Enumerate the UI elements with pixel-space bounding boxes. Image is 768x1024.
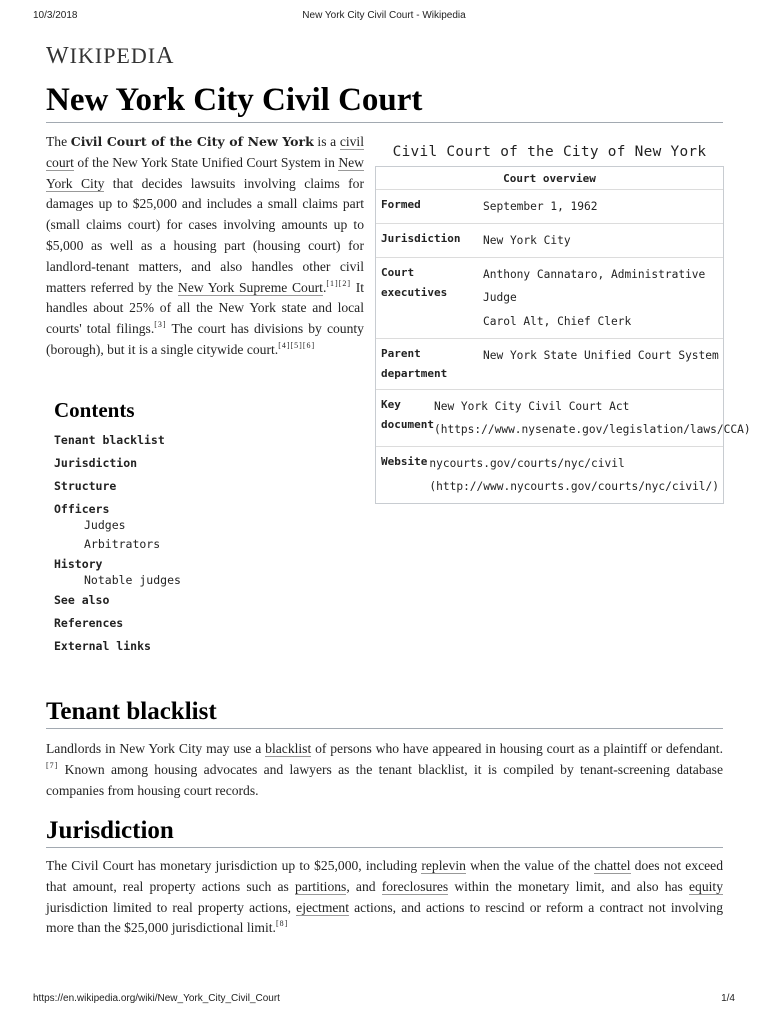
infobox-row-executives bbox=[376, 257, 723, 338]
section-paragraph-tenant-blacklist bbox=[46, 739, 723, 801]
infobox-row-jurisdiction bbox=[376, 223, 723, 257]
infobox-row-formed bbox=[376, 189, 723, 223]
infobox-key: Key document bbox=[381, 398, 434, 431]
link-new-york-supreme-court[interactable]: New York Supreme Court bbox=[177, 279, 323, 295]
infobox-value-link[interactable]: New York City Civil Court Act (https://www.nysenate.gov/legislation/laws/CCA) bbox=[433, 400, 751, 436]
toc-item-see-also[interactable]: See also bbox=[54, 593, 110, 607]
infobox-key: Court executives bbox=[381, 266, 448, 299]
print-date: 10/3/2018 bbox=[33, 10, 78, 21]
infobox-row-website bbox=[376, 446, 723, 503]
citation-ref[interactable]: [3] bbox=[154, 320, 167, 330]
lead-text: The bbox=[46, 134, 71, 149]
body-text: jurisdiction limited to real property actions, bbox=[46, 899, 297, 915]
link-partitions[interactable]: partitions bbox=[294, 878, 347, 894]
body-text: of persons who have appeared in housing court as a plaintiff or defendant. bbox=[311, 741, 723, 756]
toc-item-officers[interactable]: Officers bbox=[54, 502, 110, 516]
body-text: does not exceed that amount, real property actions such as bbox=[46, 858, 724, 894]
table-of-contents bbox=[54, 398, 181, 660]
wordmark-middle: IKIPEDI bbox=[69, 43, 157, 68]
print-url: https://en.wikipedia.org/wiki/New_York_City_Civil_Court bbox=[33, 993, 280, 1004]
lead-text: It handles about 25% of all the New York state and local courts' total filings. bbox=[46, 279, 364, 337]
toc-item-notable-judges[interactable]: Notable judges bbox=[84, 573, 181, 587]
lead-text: is a bbox=[313, 134, 340, 149]
infobox-table bbox=[375, 166, 751, 504]
infobox-value: September 1, 1962 bbox=[483, 200, 598, 213]
body-text: The Civil Court has monetary jurisdiction up to $25,000, including bbox=[46, 858, 422, 873]
infobox-row-key-document bbox=[376, 389, 751, 446]
link-replevin[interactable]: replevin bbox=[421, 858, 466, 873]
link-new-york-city[interactable]: New York City bbox=[46, 154, 364, 191]
link-blacklist[interactable]: blacklist bbox=[265, 741, 312, 756]
wikipedia-wordmark[interactable] bbox=[46, 43, 174, 70]
link-chattel[interactable]: chattel bbox=[594, 858, 631, 873]
infobox-value bbox=[483, 263, 723, 333]
citation-ref[interactable]: [4][5][6] bbox=[278, 340, 316, 350]
lead-bold-name: Civil Court of the City of New York bbox=[70, 134, 314, 149]
infobox-value: New York State Unified Court System bbox=[483, 349, 719, 362]
toc-item-references[interactable]: References bbox=[54, 616, 124, 630]
infobox-row-parent-department bbox=[376, 338, 723, 389]
body-text: Known among housing advocates and lawyers as the tenant blacklist, it is compiled by tenant-screening database companies from housing court records. bbox=[46, 761, 723, 798]
executive-entry: Carol Alt, Chief Clerk bbox=[483, 315, 632, 328]
section-paragraph-jurisdiction bbox=[46, 856, 723, 939]
link-foreclosures[interactable]: foreclosures bbox=[381, 878, 449, 894]
infobox-key: Jurisdiction bbox=[381, 232, 461, 245]
toc-item-tenant-blacklist[interactable]: Tenant blacklist bbox=[54, 433, 165, 447]
wordmark-final: A bbox=[156, 43, 175, 69]
lead-text: The court has divisions by county (borough), but it is a single citywide court. bbox=[46, 321, 364, 357]
body-text: actions, and actions to rescind or reform a contract not involving more than the $25,000 jurisdictional limit. bbox=[46, 899, 723, 936]
toc-item-judges[interactable]: Judges bbox=[84, 518, 126, 532]
infobox-value-link[interactable]: nycourts.gov/courts/nyc/civil (http://www.nycourts.gov/courts/nyc/civil/) bbox=[429, 457, 720, 493]
toc-item-jurisdiction[interactable]: Jurisdiction bbox=[54, 456, 138, 470]
infobox-value: New York City bbox=[483, 234, 571, 247]
citation-ref[interactable]: [1][2] bbox=[326, 278, 352, 288]
print-title: New York City Civil Court - Wikipedia bbox=[302, 10, 466, 21]
infobox-key: Formed bbox=[381, 198, 421, 211]
lead-text: of the New York State Unified Court System in bbox=[73, 154, 339, 170]
toc-item-history[interactable]: History bbox=[54, 557, 103, 571]
toc-title: Contents bbox=[54, 398, 135, 422]
toc-item-external-links[interactable]: External links bbox=[54, 639, 151, 653]
lead-text: . bbox=[322, 279, 327, 295]
executive-entry: Anthony Cannataro, Administrative Judge bbox=[483, 268, 706, 304]
body-text: within the monetary limit, and also has bbox=[448, 878, 690, 894]
section-heading-jurisdiction: Jurisdiction bbox=[46, 817, 723, 848]
body-text: when the value of the bbox=[465, 858, 595, 873]
infobox-key: Website bbox=[381, 455, 428, 468]
body-text: , and bbox=[346, 878, 382, 894]
toc-item-arbitrators[interactable]: Arbitrators bbox=[84, 537, 161, 551]
body-text: Landlords in New York City may use a bbox=[46, 741, 266, 756]
infobox bbox=[375, 140, 751, 504]
print-page-number: 1/4 bbox=[721, 993, 735, 1004]
citation-ref[interactable]: [7] bbox=[46, 760, 59, 770]
link-equity[interactable]: equity bbox=[689, 878, 723, 894]
page-title: New York City Civil Court bbox=[46, 82, 723, 123]
link-ejectment[interactable]: ejectment bbox=[296, 899, 350, 915]
infobox-title: Civil Court of the City of New York bbox=[392, 144, 707, 160]
link-civil-court[interactable]: civil court bbox=[46, 134, 364, 170]
lead-text: that decides lawsuits involving claims for damages up to $25,000 and includes a small claims part (small claims court) for cases involving amounts up to $5,000 as well as a housing part (housing court) for landlord-tenant matters, and also handles other civil matters referred by the bbox=[46, 175, 364, 295]
wordmark-initial: W bbox=[46, 43, 70, 69]
citation-ref[interactable]: [8] bbox=[275, 919, 289, 929]
infobox-header: Court overview bbox=[376, 166, 723, 189]
infobox-key: Parent department bbox=[381, 347, 448, 380]
lead-paragraph bbox=[46, 132, 364, 361]
toc-item-structure[interactable]: Structure bbox=[54, 479, 117, 493]
section-heading-tenant-blacklist: Tenant blacklist bbox=[46, 698, 723, 729]
